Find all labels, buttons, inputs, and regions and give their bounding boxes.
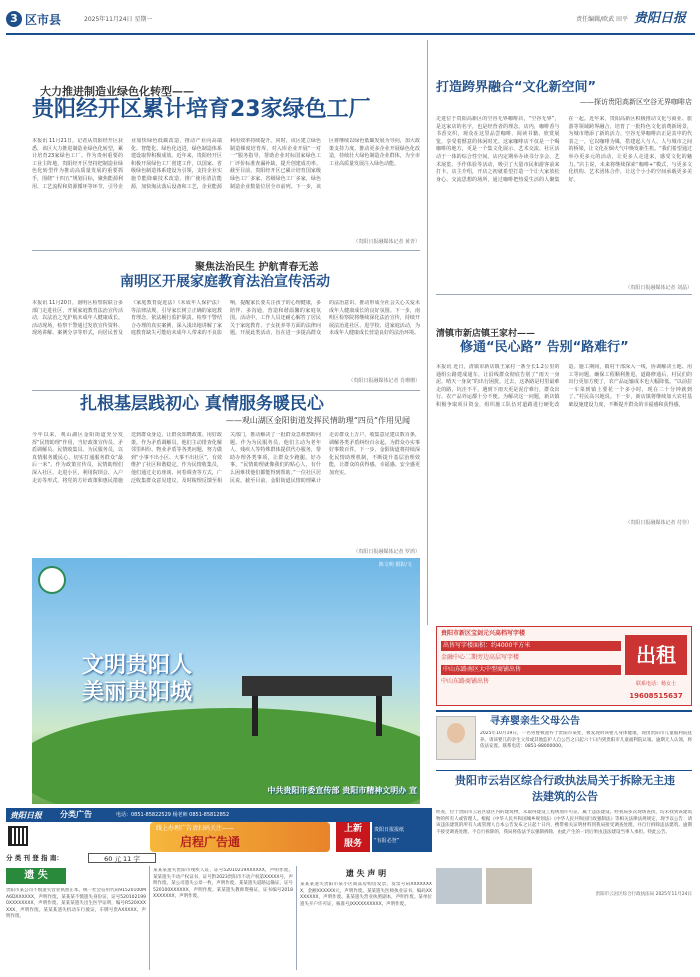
building-photo [436, 868, 482, 904]
story2-headline: 打造跨界融合“文化新空间” [436, 80, 597, 95]
new-badge-bottom: 服务 [343, 839, 362, 849]
sale-ad-line3: 中山东路南区大中型商铺出售 [441, 665, 621, 675]
qihang-banner [150, 822, 330, 852]
civility-poster [32, 558, 420, 804]
story1-headline: 贵阳经开区累计培育23家绿色工厂 [32, 97, 371, 122]
notice-demolition-body: 经查，位于贵阳市云岩区辖区内的建筑物，未取得建设工程规划许可证，属于违法建设。经我局多次现场查找，均未找到该建筑物的所有人或管理人。根据《中华人民共和国城乡规划法》《中华人民共和国行政强制法》等相关法律法规规定，现予以公告：请该违法建筑的所有人或管理人自本公告发布之日起十日内，携带相关证明材料到我局接受调查处理，并自行拆除违法建筑。逾期不接受调查处理、不自行拆除的，我局将依法予以强制拆除，由此产生的一切后果由违法建设当事人承担。特此公告。 [436, 810, 692, 835]
story4-kicker: 清镇市新店镇王家村—— [436, 329, 536, 338]
classified-title: 分类广告 [60, 810, 92, 819]
new-service-badge [336, 822, 370, 852]
classified-col3: 某某某遗失贵阳市某小区商品房购房发票，发票号码XXXXXXXX，金额XXXXXX元，声明作废。某某遗失医师执业证书，编码XXXXXXXX，声明作废。某某遗失营业执照副本，声明作废。某单位遗失开户许可证，核准号JXXXXXXXXXX，声明作废。 [300, 882, 432, 907]
wechat-line: “有报必登” [374, 838, 400, 844]
story4-credit: （贵阳日报融媒体记者 付佳） [625, 520, 692, 526]
story2-subtitle: ——探访贵阳高新区空谷无界咖啡店 [580, 98, 692, 106]
story3-kicker: 聚焦法治民生 护航青春无恙 [195, 262, 319, 272]
lost-title: 遗 失 [6, 868, 66, 884]
infant-photo [436, 716, 476, 760]
rent-badge: 出租 [625, 635, 687, 675]
poster-line2: 美丽贵阳城 [82, 680, 193, 705]
qihang-banner-small: 线上办理广告请扫码关注—— [156, 825, 235, 832]
editors: 责任编辑/欧武 田平 [576, 16, 628, 23]
issue-date: 2025年11月24日 星期一 [84, 16, 153, 23]
section-rule [32, 250, 420, 251]
story5-subtitle: ——观山湖区金阳街道发挥民情助理“四员”作用见闻 [225, 416, 410, 425]
page-number-badge: 3 [6, 11, 22, 27]
story1-kicker: 大力推进制造业绿色化转型—— [40, 85, 194, 97]
classified-header [6, 808, 432, 822]
section-name: 区市县 [25, 13, 62, 27]
sale-ad-line4: 中山东路商铺出售 [441, 678, 490, 685]
story3-credit: （贵阳日报融媒体记者 肖珊珊） [348, 378, 420, 384]
notice-parents-title: 寻弃婴亲生父母公告 [490, 716, 580, 727]
wechat-tag: 贵阳日报报纸 [374, 827, 405, 833]
story5-kicker: 扎根基层践初心 真情服务暖民心 [80, 394, 324, 414]
price-label: 分 类 刊 登 指 南： [6, 854, 63, 862]
notice-demolition-sign: 贵阳市云岩区综合行政执法局 2025年11月24日 [595, 892, 692, 897]
new-badge-top: 上新 [343, 824, 362, 834]
infant-face-icon [447, 723, 465, 743]
section-rule [436, 294, 692, 295]
classified-col2: 某某某遗失贵阳市残疾人证，证号52010219XXXXXX，声明作废。某某遗失不动产权证书，证号黔2023贵阳市不动产权第XXXXX号，声明作废。某公司遗失公章一枚，声明作废。某某遗失道路运输证，证号520100XXXXXX，声明作废。某某遗失教师资格证，证书编号2018XXXXXXX，声明作废。 [153, 868, 293, 900]
civility-logo-icon [38, 566, 66, 594]
lost-body: 贵阳市某公司不慎遗失营业执照正本，统一社会信用代码91520100MA6DXXXXXX，声明作废。某某某不慎遗失身份证，证号5201021990XXXXXXXX，声明作废。某某某遗失出生医学证明，编号R520XXXXXX，声明作废。某某某遗失机动车行驶证，车牌号贵AXXXXX，声明作废。 [6, 888, 146, 920]
sale-ad-line1: 出售写字楼面积：约4000平方米 [441, 641, 621, 651]
classified-divider [149, 866, 150, 970]
section-rule [436, 770, 692, 771]
classified-divider [296, 866, 297, 970]
section-rule [32, 390, 420, 391]
classified-brand: 贵阳日报 [10, 810, 42, 820]
sale-ad-phone: 19608515637 [629, 692, 683, 700]
photo-credit: 陈文明 摄影/文 [378, 562, 412, 568]
qr-code-icon [8, 826, 28, 846]
sale-ad [436, 626, 692, 706]
story2-credit: （贵阳日报融媒体记者 刘晶） [625, 285, 692, 291]
poster-line1: 文明贵阳人 [82, 653, 193, 678]
building-photo [486, 868, 532, 904]
classified-qr-area [6, 824, 136, 848]
notice-demolition-title: 贵阳市云岩区综合行政执法局关于拆除无主违法建筑的公告 [455, 774, 675, 803]
story2-body: 走进位于贵阳高新区的空谷无界咖啡店，“空谷无界”，是这家店的名字，也是经营者的理念。店内，咖啡香与书香交织，观众在这里品尝咖啡、阅读书籍、欣赏展览，享受着惬意的休闲时光。这家咖啡店不仅是一个喝咖啡的地方，更是一个集文化展示、艺术交流、社区活动于一体的综合性空间。店内定期举办读书分享会、艺术展览、手作体验等活动，吸引了大量市民和游客前来打卡。店主介绍，开店之初就希望打造一个让大家放松身心、交流思想的场所，通过咖啡把热爱生活的人聚集在一起。近年来，贵阳高新区积极推动文化与商业、旅游等领域跨界融合，培育了一批特色文化消费新场景，为城市增添了新的活力。空谷无界咖啡店正是其中的代表之一，它以咖啡为媒，搭建起人与人、人与城市之间的桥梁，让文化在烟火气中焕发新生机。“我们希望通过举办更多元的活动，让更多人走进来，感受文化的魅力。”店主说，未来将继续探索“咖啡+”模式，与更多文化机构、艺术团体合作，让这个小小的空间承载更多美好。 [436, 116, 692, 183]
price-value: 60 元 11 字 [88, 853, 156, 863]
masthead-rule [6, 33, 695, 35]
qihang-banner-big: 启程广告通 [180, 835, 241, 849]
sale-ad-phone-label: 联系电话：杨女士 [635, 681, 676, 687]
classified-phone: 电话：0851-85822529 杨老师 0851-85812852 [116, 812, 230, 818]
lost-notice-title: 遗 失 声 明 [345, 869, 387, 878]
brand-logo: 贵阳日报 [634, 11, 687, 26]
poster-footer: 中共贵阳市委宣传部 贵阳市精神文明办 宣 [267, 786, 417, 795]
story4-body: 本报讯 近日，清镇市新店镇王家村一条全长1.2公里的通组公路建成通车，让沿线群众彻底告别了“雨天一身泥、晴天一身灰”的出行困扰。过去，这条路是村里最难走的路，坑洼不平，遇到下雨天更是泥泞难行，群众出行、农产品外运都十分不便。为解决这一问题，新店镇积极争取项目资金，组织施工队伍对道路进行硬化改造。施工期间，镇村干部深入一线，协调解决土地、用工等问题，确保工程顺利推进。道路修通后，村民们的出行更加方便了，农产品运输成本也大幅降低。“以前拉一车菜到镇上要花一个多小时，现在二十分钟就到了。”村民高兴地说。下一步，新店镇将继续加大农村基础设施建设力度，不断提升群众的幸福感和获得感。 [436, 364, 692, 408]
story1-body: 本报讯 11月21日，记者从贵阳经开区获悉，该区大力推进制造业绿色化转型，累计培育23家绿色工厂。作为贵州重要的工业主阵地，贵阳经开区坚持把制造业绿色化转型作为推动高质量发展的重要抓手，围绕“十四五”规划目标，聚焦能源利用、工艺流程和资源循环等环节，引导企业加快绿色低碳改造，推动产业向高端化、智能化、绿色化迈进，绿色制造体系建设取得积极成效。近年来，贵阳经开区积极开展绿色工厂创建工作，以国家、省级绿色制造体系建设为引领，支持企业实施节能降碳技术改造，推广使用清洁能源，加快淘汰落后设备和工艺，企业能源利用效率持续提升。同时，该区建立绿色制造梯度培育库，对入库企业开展“一对一”服务指导，帮助企业对标国家绿色工厂评价标准查漏补缺，提升创建成功率。截至目前，贵阳经开区已累计培育国家级绿色工厂多家、省级绿色工厂多家，绿色制造企业数量位居全市前列。下一步，该区将继续以绿色低碳发展为导向，加大政策支持力度，推动更多企业开展绿色化改造，持续壮大绿色制造企业群体，为全市工业高质量发展注入绿色动能。 [32, 138, 420, 190]
notice-parents-body: 2025年10月19日，一名男婴被遗弃于贵阳市某处，被发现时该婴儿身体健康，现由贵阳市儿童福利院抚养。请该婴儿的亲生父母或其他监护人自公告之日起六十日内到贵阳市儿童福利院认领。逾期无人认领，将依法安置。联系电话：0851-88000000。 [480, 731, 692, 750]
sale-ad-title: 贵阳市新区宝剑元兴高档写字楼 [441, 630, 526, 637]
price-guide [6, 852, 166, 864]
story1-credit: （贵阳日报融媒体记者 黄青） [353, 239, 420, 245]
masthead [6, 9, 695, 34]
wechat-promo [372, 822, 432, 852]
story5-credit: （贵阳日报融媒体记者 罗鸿） [353, 549, 420, 555]
sale-ad-line2: 金融中心二期旁边高层写字楼 [441, 654, 520, 661]
story5-body: 今年以来，观山湖区金阳街道充分发挥“民情助理”作用，当好政策宣传员、矛盾调解员、民情收集员、为民服务员，以真情服务暖民心，切实打通服务群众“最后一米”。作为政策宣传员，民情助理们深入社区、走进小区，利用院坝会、入户走访等形式，将党的方针政策和惠民措施送到群众身边，让群众知晓政策、用好政策。作为矛盾调解员，他们主动排查化解邻里纠纷、物业矛盾等各类问题，努力做到“小事不出小区、大事不出社区”，有效维护了社区和谐稳定。作为民情收集员，他们通过走访座谈、问卷调查等方式，广泛收集群众意见建议，及时梳理反馈至相关部门，推动解决了一批群众急难愁盼问题。作为为民服务员，他们主动为老年人、残疾人等特殊群体提供代办服务，帮助办理各类事项，让群众少跑腿、好办事。“民情助理就像我们的贴心人，有什么困难找他们都能得到帮助。”一位社区居民说。截至目前，金阳街道民情助理累计走访群众上万户，收集意见建议数百条，调解各类矛盾纠纷百余起，为群众办实事好事数百件。下一步，金阳街道将持续深化民情助理机制，不断提升基层治理效能，让群众的获得感、幸福感、安全感更加充实。 [32, 432, 420, 484]
story4-headline: 修通“民心路” 告别“路难行” [460, 340, 629, 355]
story3-headline: 南明区开展家庭教育法治宣传活动 [120, 274, 330, 290]
story3-body: 本报讯 11月20日，南明区检察院联合多部门走进社区，开展家庭教育法治宣传活动，以法治之光护航未成年人健康成长。活动现场，检察干警通过发放宣传资料、现场讲解、案例分享等形式，向居民普及《家庭教育促进法》《未成年人保护法》等法律法规，引导家长树立正确的家庭教育理念，依法履行监护职责。检察干警结合办理的真实案例，深入浅出地讲解了家庭教育缺失可能给未成年人带来的不良影响，提醒家长要关注孩子的心理健康，多陪伴、多沟通，营造和谐温馨的家庭氛围。活动中，工作人员还耐心解答了居民关于家庭教育、子女抚养等方面的法律问题。开展此类活动，旨在进一步提高群众的法治意识，推动形成全社会关心关爱未成年人健康成长的良好氛围。下一步，南明区检察院将继续深化法治宣传，持续开展法治进社区、进学校、进家庭活动，为未成年人健康成长营造良好的法治环境。 [32, 300, 420, 337]
section-rule [436, 710, 692, 712]
column-divider [427, 40, 428, 625]
pavilion-pillar [376, 696, 382, 736]
